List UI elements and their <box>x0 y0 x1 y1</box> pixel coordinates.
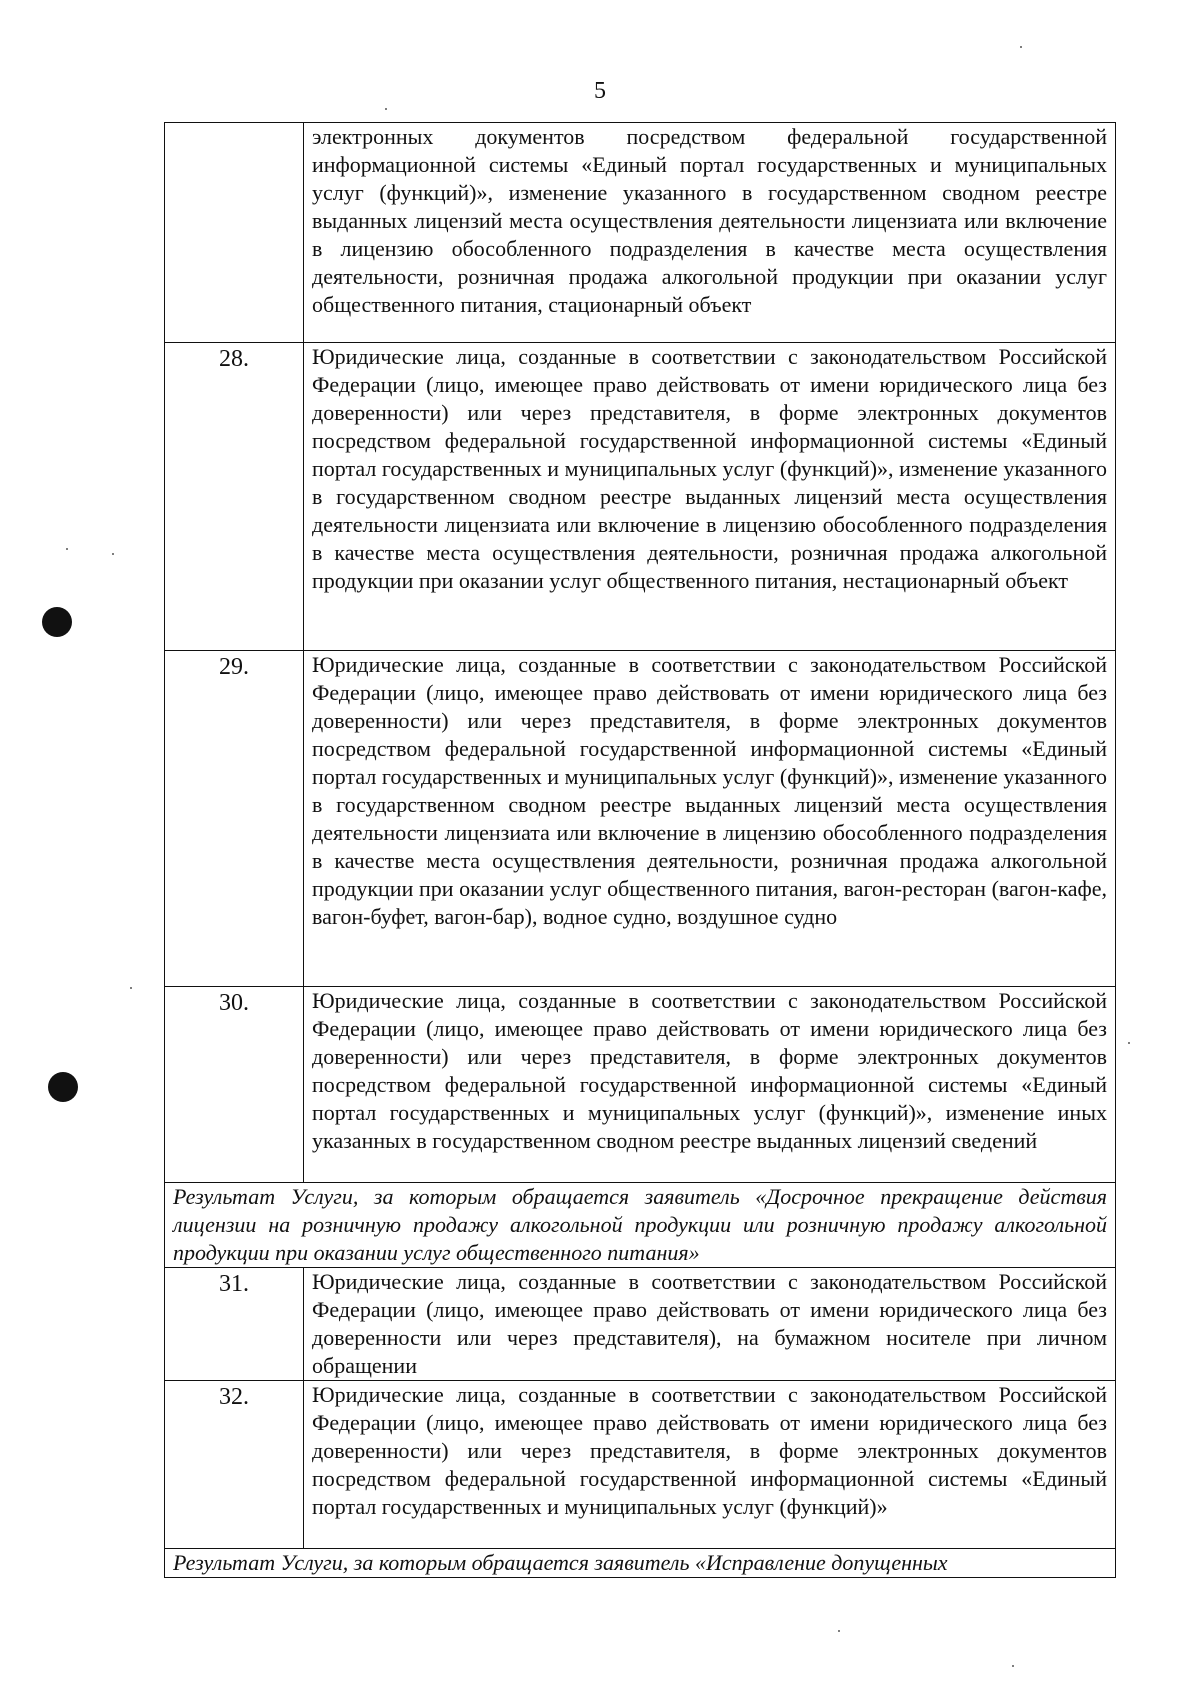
scan-speck <box>130 987 132 989</box>
scan-speck <box>1012 1665 1014 1667</box>
scan-speck <box>1020 46 1022 48</box>
scan-speck <box>385 108 387 110</box>
row-number: 31. <box>165 1268 304 1381</box>
table-row <box>165 987 1116 1183</box>
table-row <box>165 1268 1116 1381</box>
result-heading-row <box>165 1549 1116 1578</box>
row-number: 30. <box>165 987 304 1183</box>
row-description: Юридические лица, созданные в соответствии с законодательством Российской Федерации (лицо, имеющее право действовать от имени юридического лица без доверенности или через представителя), на бумажном носителе при личном обращении <box>304 1268 1116 1381</box>
table-row <box>165 651 1116 987</box>
table-row <box>165 1381 1116 1549</box>
scan-speck <box>838 1630 840 1632</box>
row-description: Юридические лица, созданные в соответствии с законодательством Российской Федерации (лицо, имеющее право действовать от имени юридического лица без доверенности) или через представителя, в форме электронных документов посредством федеральной государственной информационной системы «Единый портал государственных и муниципальных услуг (функций)» <box>304 1381 1116 1549</box>
row-number <box>165 123 304 343</box>
row-number: 29. <box>165 651 304 987</box>
scan-speck <box>112 553 114 555</box>
row-description: Юридические лица, созданные в соответствии с законодательством Российской Федерации (лицо, имеющее право действовать от имени юридического лица без доверенности) или через представителя, в форме электронных документов посредством федеральной государственной информационной системы «Единый портал государственных и муниципальных услуг (функций)», изменение указанного в государственном сводном реестре выданных лицензий места осуществления деятельности лицензиата или включение в лицензию обособленного подразделения в качестве места осуществления деятельности, розничная продажа алкогольной продукции при оказании услуг общественного питания, нестационарный объект <box>304 343 1116 651</box>
binder-hole-bottom <box>48 1072 78 1102</box>
row-number: 28. <box>165 343 304 651</box>
row-number: 32. <box>165 1381 304 1549</box>
result-heading: Результат Услуги, за которым обращается заявитель «Досрочное прекращение действия лицензии на розничную продажу алкогольной продукции или розничную продажу алкогольной продукции при оказании услуг общественного питания» <box>165 1183 1116 1268</box>
scan-speck <box>1128 1042 1130 1044</box>
table-row <box>165 123 1116 343</box>
row-description: Юридические лица, созданные в соответствии с законодательством Российской Федерации (лицо, имеющее право действовать от имени юридического лица без доверенности) или через представителя, в форме электронных документов посредством федеральной государственной информационной системы «Единый портал государственных и муниципальных услуг (функций)», изменение иных указанных в государственном сводном реестре выданных лицензий сведений <box>304 987 1116 1183</box>
page-number: 5 <box>594 78 606 104</box>
row-description: Юридические лица, созданные в соответствии с законодательством Российской Федерации (лицо, имеющее право действовать от имени юридического лица без доверенности) или через представителя, в форме электронных документов посредством федеральной государственной информационной системы «Единый портал государственных и муниципальных услуг (функций)», изменение указанного в государственном сводном реестре выданных лицензий места осуществления деятельности лицензиата или включение в лицензию обособленного подразделения в качестве места осуществления деятельности, розничная продажа алкогольной продукции при оказании услуг общественного питания, вагон-ресторан (вагон-кафе, вагон-буфет, вагон-бар), водное судно, воздушное судно <box>304 651 1116 987</box>
binder-hole-top <box>42 607 72 637</box>
table-row <box>165 343 1116 651</box>
result-heading-row <box>165 1183 1116 1268</box>
scan-speck <box>66 548 68 550</box>
row-description: электронных документов посредством федеральной государственной информационной системы «Единый портал государственных и муниципальных услуг (функций)», изменение указанного в государственном сводном реестре выданных лицензий места осуществления деятельности лицензиата или включение в лицензию обособленного подразделения в качестве места осуществления деятельности, розничная продажа алкогольной продукции при оказании услуг общественного питания, стационарный объект <box>304 123 1116 343</box>
result-heading: Результат Услуги, за которым обращается заявитель «Исправление допущенных <box>165 1549 1116 1578</box>
applicant-categories-table <box>164 122 1116 1578</box>
